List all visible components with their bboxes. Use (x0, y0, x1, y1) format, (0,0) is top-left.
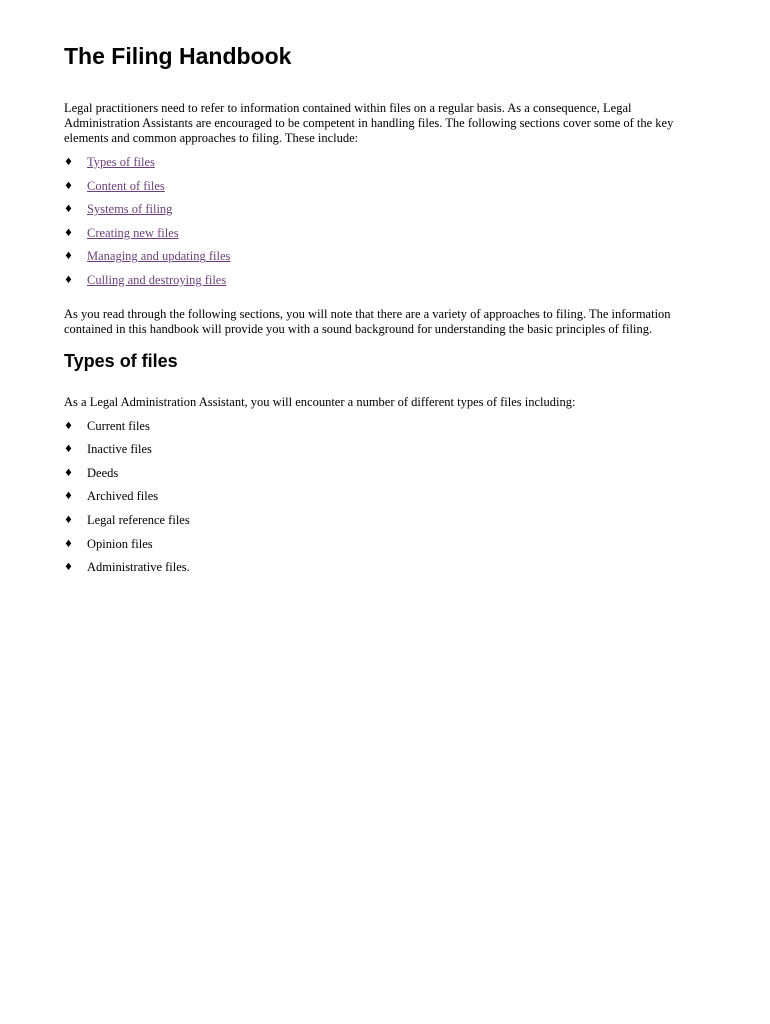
list-item (64, 489, 704, 513)
toc-link-creating-new-files[interactable]: Creating new files (87, 225, 179, 240)
file-type-label: Deeds (87, 465, 119, 480)
diamond-bullet-icon: ♦ (64, 514, 73, 526)
document-body (64, 40, 704, 584)
outro-paragraph: As you read through the following sections, you will note that there are a variety of approaches to filing. The information contained in this handbook will provide you with a sound background for understanding the basic principles of filing. (64, 306, 671, 336)
diamond-bullet-icon: ♦ (64, 467, 73, 479)
toc-list-item (64, 273, 704, 297)
toc-link-culling-and-destroying-files[interactable]: Culling and destroying files (87, 272, 227, 287)
diamond-bullet-icon: ♦ (64, 157, 73, 168)
diamond-bullet-icon: ♦ (64, 180, 73, 192)
diamond-bullet-icon: ♦ (64, 420, 73, 432)
toc-list-item (64, 226, 704, 250)
list-item (64, 466, 704, 490)
toc-link-systems-of-filing[interactable]: Systems of filing (87, 202, 173, 217)
list-item (64, 513, 704, 537)
file-type-label: Opinion files (87, 536, 153, 551)
diamond-bullet-icon: ♦ (64, 274, 73, 286)
diamond-bullet-icon: ♦ (64, 251, 73, 263)
diamond-bullet-icon: ♦ (64, 444, 73, 456)
file-type-label: Legal reference files (87, 512, 190, 527)
file-type-label: Inactive files (87, 442, 152, 457)
list-item (64, 442, 704, 466)
toc-list (64, 155, 704, 297)
toc-list-item (64, 155, 704, 179)
diamond-bullet-icon: ♦ (64, 538, 73, 550)
list-item (64, 537, 704, 561)
toc-list-item (64, 179, 704, 203)
diamond-bullet-icon: ♦ (64, 562, 73, 574)
toc-link-managing-and-updating-files[interactable]: Managing and updating files (87, 249, 231, 264)
diamond-bullet-icon: ♦ (64, 491, 73, 503)
intro-paragraph: Legal practitioners need to refer to information contained within files on a regular basis. As a consequence, Legal Administration Assistants are encouraged to be competent in handling files. The following sections cover some of the key elements and common approaches to filing. These include: (64, 101, 674, 145)
file-types-list (64, 419, 704, 584)
page-title: The Filing Handbook (64, 43, 292, 69)
toc-list-item (64, 249, 704, 273)
file-type-label: Administrative files. (87, 560, 190, 575)
file-type-label: Current files (87, 418, 150, 433)
types-intro-paragraph: As a Legal Administration Assistant, you will encounter a number of different types of files including: (64, 394, 576, 409)
file-type-label: Archived files (87, 489, 159, 504)
toc-link-types-of-files[interactable]: Types of files (87, 155, 155, 169)
section-heading-types-of-files: Types of files (64, 350, 178, 371)
list-item (64, 419, 704, 443)
toc-link-content-of-files[interactable]: Content of files (87, 178, 165, 193)
diamond-bullet-icon: ♦ (64, 204, 73, 216)
toc-list-item (64, 202, 704, 226)
diamond-bullet-icon: ♦ (64, 227, 73, 239)
list-item (64, 560, 704, 584)
